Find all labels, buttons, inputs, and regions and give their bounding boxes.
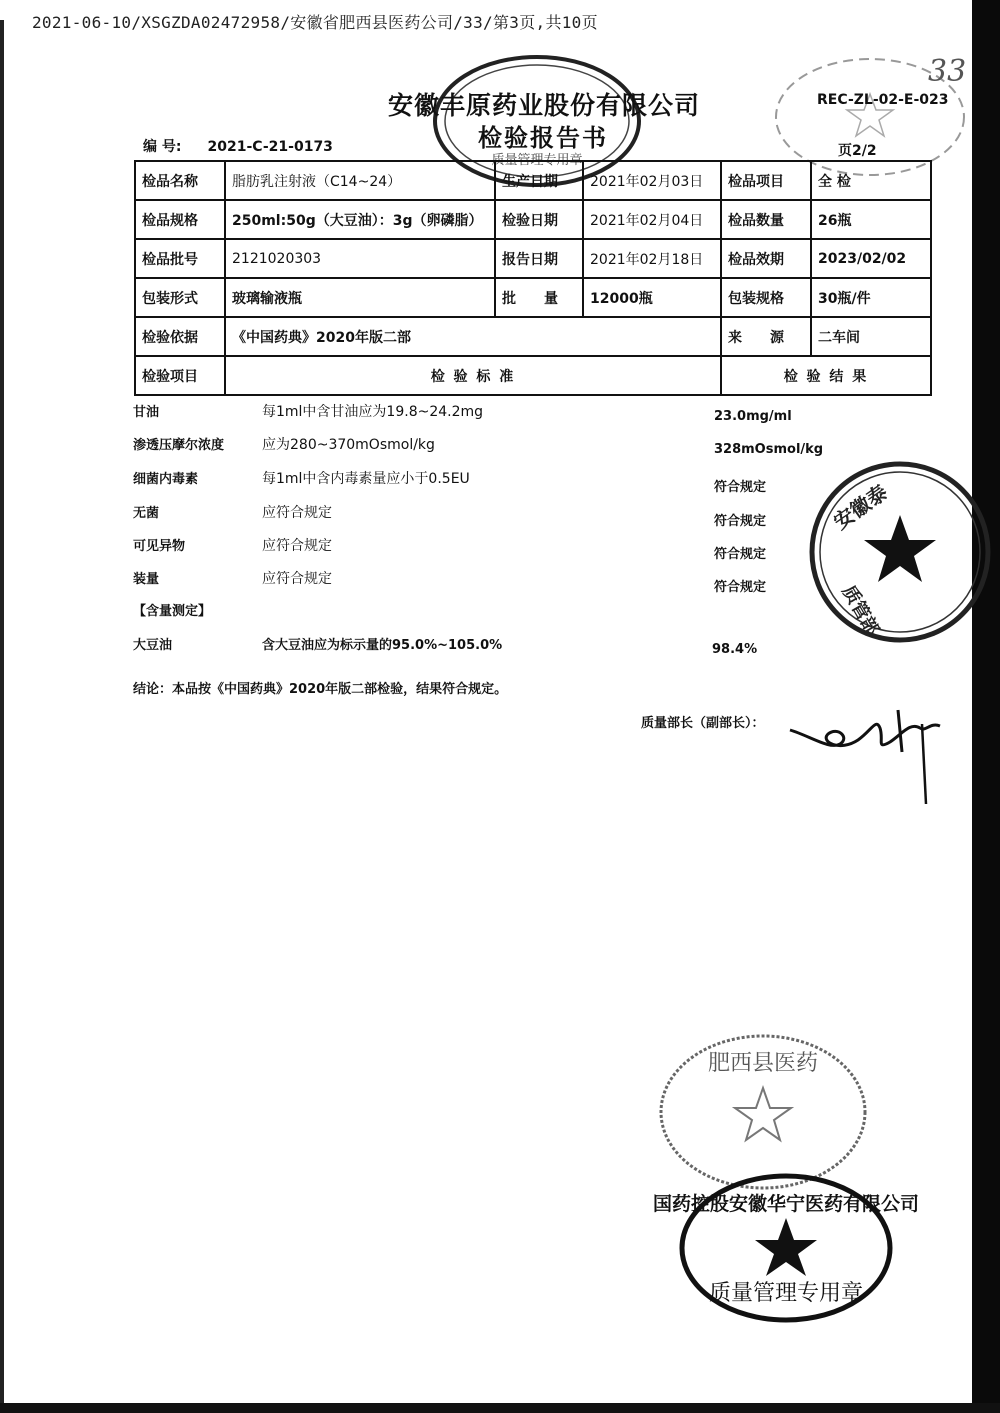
scan-header: 2021-06-10/XSGZDA02472958/安徽省肥西县医药公司/33/第3页,共10页 [32, 13, 598, 32]
spec: 250ml:50g（大豆油）：3g（卵磷脂） [225, 200, 495, 239]
packaging-label: 包装形式 [135, 278, 225, 317]
expiry-label: 检品效期 [721, 239, 811, 278]
col-item-header: 检验项目 [135, 356, 225, 395]
info-table [134, 160, 932, 396]
svg-text:质管部: 质管部 [837, 582, 883, 640]
test-item: 全 检 [811, 161, 931, 200]
info-header-row [135, 356, 931, 395]
quantity-label: 检品数量 [721, 200, 811, 239]
info-row [135, 200, 931, 239]
batch-size-label: 批 量 [495, 278, 583, 317]
svg-text:质量管理专用章: 质量管理专用章 [708, 1281, 864, 1306]
doc-number-value: 2021-C-21-0173 [207, 139, 333, 155]
result-standard: 应符合规定 [262, 538, 332, 554]
result-standard: 应符合规定 [262, 571, 332, 587]
col-result-header: 检 验 结 果 [721, 356, 931, 395]
test-date: 2021年02月04日 [583, 200, 721, 239]
qa-dept-seal-stamp [800, 460, 972, 650]
source-label: 来 源 [721, 317, 811, 356]
report-title: 检验报告书 [478, 124, 608, 152]
report-date-label: 报告日期 [495, 239, 583, 278]
batch-size: 12000瓶 [583, 278, 721, 317]
info-row [135, 317, 931, 356]
result-item: 甘油 [133, 405, 160, 420]
result-row [0, 401, 1000, 423]
basis-label: 检验依据 [135, 317, 225, 356]
product-name: 脂肪乳注射液（C14~24） [225, 161, 495, 200]
result-item: 渗透压摩尔浓度 [133, 438, 225, 453]
doc-number-label: 编 号: [143, 139, 182, 155]
assay-value: 98.4% [712, 642, 758, 657]
expiry: 2023/02/02 [811, 239, 931, 278]
report-date: 2021年02月18日 [583, 239, 721, 278]
result-value: 符合规定 [714, 547, 767, 562]
info-row [135, 278, 931, 317]
svg-text:安徽泰: 安徽泰 [829, 480, 893, 535]
info-row [135, 161, 931, 200]
result-row [0, 434, 1000, 456]
spec-label: 检品规格 [135, 200, 225, 239]
pack-spec-label: 包装规格 [721, 278, 811, 317]
quantity: 26瓶 [811, 200, 931, 239]
batch-no-label: 检品批号 [135, 239, 225, 278]
product-name-label: 检品名称 [135, 161, 225, 200]
doc-code: REC-ZL-02-E-023 [817, 92, 949, 108]
result-item: 装量 [133, 572, 160, 587]
handwritten-note: 33 [928, 54, 967, 89]
info-row [135, 239, 931, 278]
result-item: 可见异物 [133, 539, 186, 554]
result-value: 符合规定 [714, 580, 767, 595]
result-item: 细菌内毒素 [133, 472, 199, 487]
assay-section-label: 【含量测定】 [133, 604, 212, 619]
assay-item: 大豆油 [133, 638, 173, 653]
result-value: 符合规定 [714, 514, 767, 529]
test-date-label: 检验日期 [495, 200, 583, 239]
batch-no: 2121020303 [225, 239, 495, 278]
result-value: 23.0mg/ml [714, 409, 792, 424]
result-standard: 每1ml中含甘油应为19.8~24.2mg [262, 404, 484, 420]
company-name: 安徽丰原药业股份有限公司 [388, 91, 701, 120]
production-date-label: 生产日期 [495, 161, 583, 200]
svg-text:质量管理专用章: 质量管理专用章 [491, 153, 583, 168]
signer-label: 质量部长（副部长）： [641, 716, 765, 731]
result-standard: 应符合规定 [262, 505, 332, 521]
result-value: 符合规定 [714, 480, 767, 495]
svg-text:国药控股安徽华宁医药有限公司: 国药控股安徽华宁医药有限公司 [652, 1193, 920, 1215]
result-value: 328mOsmol/kg [714, 442, 824, 457]
page-index: 页2/2 [838, 143, 877, 159]
packaging: 玻璃输液瓶 [225, 278, 495, 317]
pack-spec: 30瓶/件 [811, 278, 931, 317]
result-standard: 每1ml中含内毒素量应小于0.5EU [262, 471, 470, 487]
doc-number [143, 136, 333, 156]
col-standard-header: 检 验 标 准 [225, 356, 721, 395]
scan-edge-right [972, 0, 1000, 1413]
svg-text:肥西县医药: 肥西县医药 [707, 1051, 819, 1076]
conclusion: 结论：本品按《中国药典》2020年版二部检验，结果符合规定。 [133, 682, 508, 697]
signature [780, 700, 950, 810]
huaning-seal-stamp [652, 1168, 920, 1328]
scan-edge-left [0, 20, 4, 1413]
production-date: 2021年02月03日 [583, 161, 721, 200]
basis: 《中国药典》2020年版二部 [225, 317, 721, 356]
result-item: 无菌 [133, 506, 160, 521]
assay-standard: 含大豆油应为标示量的95.0%~105.0% [262, 638, 503, 653]
test-item-label: 检品项目 [721, 161, 811, 200]
result-standard: 应为280~370mOsmol/kg [262, 437, 435, 453]
scan-edge-bottom [0, 1403, 1000, 1413]
source: 二车间 [811, 317, 931, 356]
